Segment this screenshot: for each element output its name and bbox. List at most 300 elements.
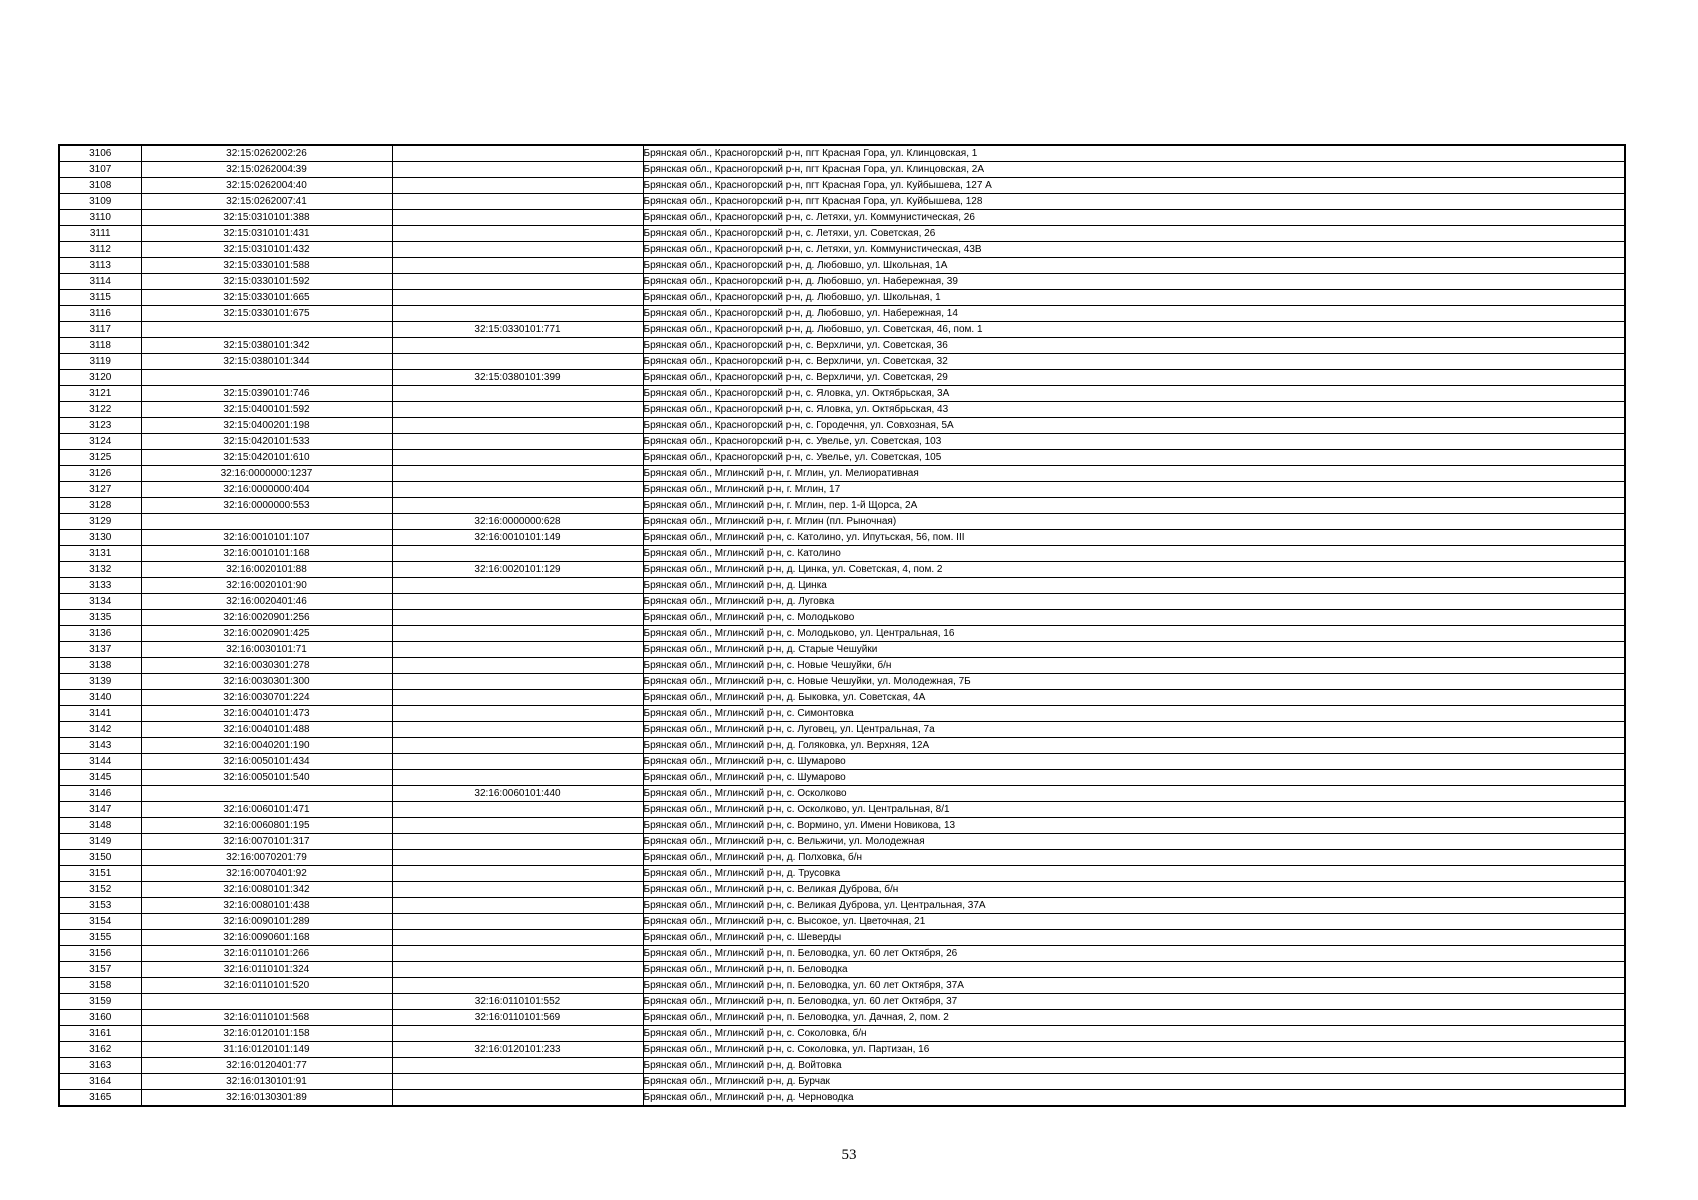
address-cell: Брянская обл., Мглинский р-н, с. Вельжичи, ул. Молодежная <box>643 834 1625 850</box>
address-cell: Брянская обл., Мглинский р-н, д. Старые Чешуйки <box>643 642 1625 658</box>
registry-table-body <box>59 145 1625 1106</box>
cadastral-number-cell: 32:16:0110101:324 <box>141 962 392 978</box>
address-cell: Брянская обл., Красногорский р-н, д. Любовшо, ул. Набережная, 39 <box>643 274 1625 290</box>
registry-sheet <box>58 144 1624 1107</box>
secondary-cadastral-number-cell <box>392 674 643 690</box>
cadastral-number-cell: 32:16:0060101:471 <box>141 802 392 818</box>
table-row <box>59 338 1625 354</box>
row-number-cell: 3148 <box>59 818 141 834</box>
secondary-cadastral-number-cell <box>392 1090 643 1107</box>
secondary-cadastral-number-cell <box>392 145 643 162</box>
table-row <box>59 434 1625 450</box>
table-row <box>59 210 1625 226</box>
cadastral-number-cell <box>141 514 392 530</box>
cadastral-number-cell: 32:15:0262007:41 <box>141 194 392 210</box>
row-number-cell: 3153 <box>59 898 141 914</box>
table-row <box>59 626 1625 642</box>
table-row <box>59 642 1625 658</box>
row-number-cell: 3118 <box>59 338 141 354</box>
row-number-cell: 3130 <box>59 530 141 546</box>
row-number-cell: 3109 <box>59 194 141 210</box>
row-number-cell: 3165 <box>59 1090 141 1107</box>
row-number-cell: 3136 <box>59 626 141 642</box>
cadastral-number-cell: 32:15:0330101:588 <box>141 258 392 274</box>
secondary-cadastral-number-cell <box>392 818 643 834</box>
table-row <box>59 226 1625 242</box>
table-row <box>59 482 1625 498</box>
row-number-cell: 3156 <box>59 946 141 962</box>
cadastral-number-cell: 32:15:0262002:26 <box>141 145 392 162</box>
cadastral-number-cell: 32:16:0070401:92 <box>141 866 392 882</box>
cadastral-number-cell: 32:16:0020901:256 <box>141 610 392 626</box>
secondary-cadastral-number-cell <box>392 642 643 658</box>
cadastral-number-cell <box>141 370 392 386</box>
secondary-cadastral-number-cell <box>392 1026 643 1042</box>
address-cell: Брянская обл., Мглинский р-н, п. Беловодка <box>643 962 1625 978</box>
secondary-cadastral-number-cell <box>392 274 643 290</box>
cadastral-number-cell: 32:16:0030301:300 <box>141 674 392 690</box>
address-cell: Брянская обл., Красногорский р-н, д. Любовшо, ул. Школьная, 1 <box>643 290 1625 306</box>
address-cell: Брянская обл., Мглинский р-н, с. Великая Дуброва, ул. Центральная, 37А <box>643 898 1625 914</box>
secondary-cadastral-number-cell <box>392 690 643 706</box>
table-row <box>59 1058 1625 1074</box>
table-row <box>59 594 1625 610</box>
row-number-cell: 3138 <box>59 658 141 674</box>
table-row <box>59 258 1625 274</box>
secondary-cadastral-number-cell <box>392 418 643 434</box>
secondary-cadastral-number-cell <box>392 162 643 178</box>
cadastral-number-cell: 32:16:0130301:89 <box>141 1090 392 1107</box>
cadastral-number-cell: 32:16:0110101:266 <box>141 946 392 962</box>
table-row <box>59 402 1625 418</box>
table-row <box>59 754 1625 770</box>
row-number-cell: 3157 <box>59 962 141 978</box>
row-number-cell: 3158 <box>59 978 141 994</box>
table-row <box>59 306 1625 322</box>
row-number-cell: 3155 <box>59 930 141 946</box>
row-number-cell: 3160 <box>59 1010 141 1026</box>
secondary-cadastral-number-cell <box>392 338 643 354</box>
row-number-cell: 3140 <box>59 690 141 706</box>
address-cell: Брянская обл., Мглинский р-н, с. Осколково <box>643 786 1625 802</box>
row-number-cell: 3151 <box>59 866 141 882</box>
table-row <box>59 722 1625 738</box>
secondary-cadastral-number-cell <box>392 866 643 882</box>
address-cell: Брянская обл., Красногорский р-н, с. Верхличи, ул. Советская, 32 <box>643 354 1625 370</box>
row-number-cell: 3162 <box>59 1042 141 1058</box>
row-number-cell: 3141 <box>59 706 141 722</box>
table-row <box>59 1090 1625 1107</box>
table-row <box>59 498 1625 514</box>
address-cell: Брянская обл., Мглинский р-н, с. Высокое, ул. Цветочная, 21 <box>643 914 1625 930</box>
cadastral-number-cell: 32:16:0070201:79 <box>141 850 392 866</box>
address-cell: Брянская обл., Красногорский р-н, пгт Красная Гора, ул. Куйбышева, 128 <box>643 194 1625 210</box>
secondary-cadastral-number-cell <box>392 978 643 994</box>
address-cell: Брянская обл., Мглинский р-н, п. Беловодка, ул. Дачная, 2, пом. 2 <box>643 1010 1625 1026</box>
row-number-cell: 3127 <box>59 482 141 498</box>
secondary-cadastral-number-cell: 32:16:0020101:129 <box>392 562 643 578</box>
cadastral-number-cell: 32:15:0380101:344 <box>141 354 392 370</box>
cadastral-number-cell: 32:16:0010101:168 <box>141 546 392 562</box>
address-cell: Брянская обл., Красногорский р-н, д. Любовшо, ул. Набережная, 14 <box>643 306 1625 322</box>
cadastral-number-cell <box>141 322 392 338</box>
address-cell: Брянская обл., Красногорский р-н, с. Верхличи, ул. Советская, 29 <box>643 370 1625 386</box>
table-row <box>59 466 1625 482</box>
cadastral-number-cell: 32:16:0060801:195 <box>141 818 392 834</box>
secondary-cadastral-number-cell: 32:16:0110101:552 <box>392 994 643 1010</box>
row-number-cell: 3154 <box>59 914 141 930</box>
row-number-cell: 3115 <box>59 290 141 306</box>
address-cell: Брянская обл., Мглинский р-н, с. Симонтовка <box>643 706 1625 722</box>
address-cell: Брянская обл., Мглинский р-н, с. Молодьково, ул. Центральная, 16 <box>643 626 1625 642</box>
secondary-cadastral-number-cell <box>392 850 643 866</box>
address-cell: Брянская обл., Красногорский р-н, с. Летяхи, ул. Советская, 26 <box>643 226 1625 242</box>
row-number-cell: 3134 <box>59 594 141 610</box>
cadastral-number-cell: 32:16:0080101:438 <box>141 898 392 914</box>
table-row <box>59 978 1625 994</box>
secondary-cadastral-number-cell <box>392 722 643 738</box>
cadastral-number-cell: 32:16:0020901:425 <box>141 626 392 642</box>
row-number-cell: 3112 <box>59 242 141 258</box>
table-row <box>59 674 1625 690</box>
table-row <box>59 1042 1625 1058</box>
table-row <box>59 962 1625 978</box>
row-number-cell: 3146 <box>59 786 141 802</box>
secondary-cadastral-number-cell <box>392 482 643 498</box>
cadastral-number-cell <box>141 994 392 1010</box>
address-cell: Брянская обл., Мглинский р-н, с. Шеверды <box>643 930 1625 946</box>
secondary-cadastral-number-cell <box>392 434 643 450</box>
table-row <box>59 914 1625 930</box>
table-row <box>59 578 1625 594</box>
address-cell: Брянская обл., Красногорский р-н, пгт Красная Гора, ул. Клинцовская, 1 <box>643 145 1625 162</box>
secondary-cadastral-number-cell <box>392 802 643 818</box>
cadastral-number-cell: 32:15:0400201:198 <box>141 418 392 434</box>
secondary-cadastral-number-cell <box>392 498 643 514</box>
secondary-cadastral-number-cell <box>392 450 643 466</box>
address-cell: Брянская обл., Мглинский р-н, с. Молодьково <box>643 610 1625 626</box>
table-row <box>59 882 1625 898</box>
secondary-cadastral-number-cell: 32:16:0120101:233 <box>392 1042 643 1058</box>
row-number-cell: 3142 <box>59 722 141 738</box>
address-cell: Брянская обл., Мглинский р-н, с. Католино, ул. Ипутьская, 56, пом. III <box>643 530 1625 546</box>
secondary-cadastral-number-cell <box>392 194 643 210</box>
address-cell: Брянская обл., Мглинский р-н, п. Беловодка, ул. 60 лет Октября, 37 <box>643 994 1625 1010</box>
table-row <box>59 706 1625 722</box>
row-number-cell: 3117 <box>59 322 141 338</box>
row-number-cell: 3128 <box>59 498 141 514</box>
address-cell: Брянская обл., Мглинский р-н, с. Соколовка, б/н <box>643 1026 1625 1042</box>
cadastral-number-cell: 32:16:0040101:488 <box>141 722 392 738</box>
cadastral-number-cell: 32:16:0020401:46 <box>141 594 392 610</box>
table-row <box>59 1026 1625 1042</box>
row-number-cell: 3161 <box>59 1026 141 1042</box>
table-row <box>59 145 1625 162</box>
address-cell: Брянская обл., Красногорский р-н, с. Увелье, ул. Советская, 105 <box>643 450 1625 466</box>
table-row <box>59 866 1625 882</box>
secondary-cadastral-number-cell: 32:16:0110101:569 <box>392 1010 643 1026</box>
cadastral-number-cell: 32:16:0030701:224 <box>141 690 392 706</box>
row-number-cell: 3124 <box>59 434 141 450</box>
address-cell: Брянская обл., Красногорский р-н, пгт Красная Гора, ул. Куйбышева, 127 А <box>643 178 1625 194</box>
secondary-cadastral-number-cell <box>392 610 643 626</box>
address-cell: Брянская обл., Мглинский р-н, г. Мглин, ул. Мелиоративная <box>643 466 1625 482</box>
row-number-cell: 3121 <box>59 386 141 402</box>
address-cell: Брянская обл., Мглинский р-н, д. Голяковка, ул. Верхняя, 12А <box>643 738 1625 754</box>
row-number-cell: 3107 <box>59 162 141 178</box>
secondary-cadastral-number-cell <box>392 306 643 322</box>
row-number-cell: 3113 <box>59 258 141 274</box>
secondary-cadastral-number-cell <box>392 946 643 962</box>
address-cell: Брянская обл., Красногорский р-н, с. Городечня, ул. Совхозная, 5А <box>643 418 1625 434</box>
table-row <box>59 354 1625 370</box>
secondary-cadastral-number-cell: 32:15:0380101:399 <box>392 370 643 386</box>
cadastral-number-cell: 32:16:0010101:107 <box>141 530 392 546</box>
address-cell: Брянская обл., Мглинский р-н, д. Трусовка <box>643 866 1625 882</box>
secondary-cadastral-number-cell <box>392 930 643 946</box>
row-number-cell: 3159 <box>59 994 141 1010</box>
table-row <box>59 850 1625 866</box>
cadastral-number-cell: 32:15:0420101:533 <box>141 434 392 450</box>
table-row <box>59 690 1625 706</box>
cadastral-number-cell: 32:16:0120401:77 <box>141 1058 392 1074</box>
address-cell: Брянская обл., Мглинский р-н, с. Шумарово <box>643 770 1625 786</box>
row-number-cell: 3114 <box>59 274 141 290</box>
row-number-cell: 3126 <box>59 466 141 482</box>
secondary-cadastral-number-cell <box>392 626 643 642</box>
cadastral-number-cell: 32:16:0090101:289 <box>141 914 392 930</box>
secondary-cadastral-number-cell <box>392 210 643 226</box>
address-cell: Брянская обл., Мглинский р-н, с. Великая Дуброва, б/н <box>643 882 1625 898</box>
secondary-cadastral-number-cell <box>392 466 643 482</box>
address-cell: Брянская обл., Мглинский р-н, с. Новые Чешуйки, б/н <box>643 658 1625 674</box>
address-cell: Брянская обл., Мглинский р-н, г. Мглин (пл. Рыночная) <box>643 514 1625 530</box>
cadastral-number-cell: 32:16:0050101:540 <box>141 770 392 786</box>
row-number-cell: 3106 <box>59 145 141 162</box>
address-cell: Брянская обл., Мглинский р-н, д. Полховка, б/н <box>643 850 1625 866</box>
cadastral-number-cell <box>141 786 392 802</box>
row-number-cell: 3129 <box>59 514 141 530</box>
secondary-cadastral-number-cell: 32:15:0330101:771 <box>392 322 643 338</box>
row-number-cell: 3108 <box>59 178 141 194</box>
address-cell: Брянская обл., Мглинский р-н, д. Бурчак <box>643 1074 1625 1090</box>
table-row <box>59 530 1625 546</box>
table-row <box>59 994 1625 1010</box>
table-row <box>59 194 1625 210</box>
table-row <box>59 946 1625 962</box>
cadastral-number-cell: 32:16:0020101:88 <box>141 562 392 578</box>
address-cell: Брянская обл., Красногорский р-н, д. Любовшо, ул. Школьная, 1А <box>643 258 1625 274</box>
secondary-cadastral-number-cell: 32:16:0060101:440 <box>392 786 643 802</box>
address-cell: Брянская обл., Мглинский р-н, г. Мглин, пер. 1-й Щорса, 2А <box>643 498 1625 514</box>
cadastral-number-cell: 32:16:0030301:278 <box>141 658 392 674</box>
address-cell: Брянская обл., Мглинский р-н, п. Беловодка, ул. 60 лет Октября, 37А <box>643 978 1625 994</box>
table-row <box>59 546 1625 562</box>
secondary-cadastral-number-cell: 32:16:0000000:628 <box>392 514 643 530</box>
address-cell: Брянская обл., Красногорский р-н, с. Летяхи, ул. Коммунистическая, 26 <box>643 210 1625 226</box>
address-cell: Брянская обл., Красногорский р-н, пгт Красная Гора, ул. Клинцовская, 2А <box>643 162 1625 178</box>
address-cell: Брянская обл., Мглинский р-н, д. Цинка <box>643 578 1625 594</box>
row-number-cell: 3164 <box>59 1074 141 1090</box>
address-cell: Брянская обл., Мглинский р-н, г. Мглин, 17 <box>643 482 1625 498</box>
row-number-cell: 3125 <box>59 450 141 466</box>
cadastral-number-cell: 32:16:0090601:168 <box>141 930 392 946</box>
address-cell: Брянская обл., Мглинский р-н, с. Новые Чешуйки, ул. Молодежная, 7Б <box>643 674 1625 690</box>
cadastral-number-cell: 32:16:0040201:190 <box>141 738 392 754</box>
address-cell: Брянская обл., Мглинский р-н, с. Католино <box>643 546 1625 562</box>
address-cell: Брянская обл., Мглинский р-н, с. Осколково, ул. Центральная, 8/1 <box>643 802 1625 818</box>
secondary-cadastral-number-cell <box>392 914 643 930</box>
secondary-cadastral-number-cell <box>392 770 643 786</box>
table-row <box>59 898 1625 914</box>
cadastral-number-cell: 32:16:0110101:520 <box>141 978 392 994</box>
cadastral-number-cell: 32:16:0040101:473 <box>141 706 392 722</box>
row-number-cell: 3137 <box>59 642 141 658</box>
address-cell: Брянская обл., Красногорский р-н, с. Верхличи, ул. Советская, 36 <box>643 338 1625 354</box>
address-cell: Брянская обл., Мглинский р-н, с. Луговец, ул. Центральная, 7а <box>643 722 1625 738</box>
secondary-cadastral-number-cell <box>392 594 643 610</box>
table-row <box>59 738 1625 754</box>
cadastral-number-cell: 31:16:0120101:149 <box>141 1042 392 1058</box>
cadastral-number-cell: 32:15:0262004:40 <box>141 178 392 194</box>
address-cell: Брянская обл., Мглинский р-н, с. Вормино, ул. Имени Новикова, 13 <box>643 818 1625 834</box>
table-row <box>59 418 1625 434</box>
address-cell: Брянская обл., Мглинский р-н, д. Цинка, ул. Советская, 4, пом. 2 <box>643 562 1625 578</box>
registry-table <box>58 144 1626 1107</box>
secondary-cadastral-number-cell <box>392 882 643 898</box>
table-row <box>59 610 1625 626</box>
cadastral-number-cell: 32:15:0330101:665 <box>141 290 392 306</box>
secondary-cadastral-number-cell <box>392 226 643 242</box>
row-number-cell: 3111 <box>59 226 141 242</box>
cadastral-number-cell: 32:16:0000000:404 <box>141 482 392 498</box>
secondary-cadastral-number-cell <box>392 354 643 370</box>
row-number-cell: 3152 <box>59 882 141 898</box>
table-row <box>59 1074 1625 1090</box>
row-number-cell: 3110 <box>59 210 141 226</box>
cadastral-number-cell: 32:15:0380101:342 <box>141 338 392 354</box>
secondary-cadastral-number-cell <box>392 834 643 850</box>
secondary-cadastral-number-cell <box>392 658 643 674</box>
secondary-cadastral-number-cell <box>392 258 643 274</box>
row-number-cell: 3149 <box>59 834 141 850</box>
secondary-cadastral-number-cell <box>392 546 643 562</box>
cadastral-number-cell: 32:15:0310101:432 <box>141 242 392 258</box>
table-row <box>59 786 1625 802</box>
address-cell: Брянская обл., Мглинский р-н, с. Соколовка, ул. Партизан, 16 <box>643 1042 1625 1058</box>
row-number-cell: 3139 <box>59 674 141 690</box>
table-row <box>59 450 1625 466</box>
secondary-cadastral-number-cell: 32:16:0010101:149 <box>392 530 643 546</box>
cadastral-number-cell: 32:16:0020101:90 <box>141 578 392 594</box>
address-cell: Брянская обл., Красногорский р-н, с. Летяхи, ул. Коммунистическая, 43В <box>643 242 1625 258</box>
address-cell: Брянская обл., Красногорский р-н, с. Увелье, ул. Советская, 103 <box>643 434 1625 450</box>
cadastral-number-cell: 32:16:0050101:434 <box>141 754 392 770</box>
cadastral-number-cell: 32:16:0120101:158 <box>141 1026 392 1042</box>
secondary-cadastral-number-cell <box>392 386 643 402</box>
row-number-cell: 3145 <box>59 770 141 786</box>
row-number-cell: 3144 <box>59 754 141 770</box>
address-cell: Брянская обл., Мглинский р-н, д. Быковка, ул. Советская, 4А <box>643 690 1625 706</box>
row-number-cell: 3163 <box>59 1058 141 1074</box>
table-row <box>59 770 1625 786</box>
secondary-cadastral-number-cell <box>392 754 643 770</box>
address-cell: Брянская обл., Мглинский р-н, д. Войтовка <box>643 1058 1625 1074</box>
cadastral-number-cell: 32:15:0400101:592 <box>141 402 392 418</box>
cadastral-number-cell: 32:15:0330101:675 <box>141 306 392 322</box>
table-row <box>59 1010 1625 1026</box>
address-cell: Брянская обл., Мглинский р-н, д. Черноводка <box>643 1090 1625 1107</box>
table-row <box>59 818 1625 834</box>
table-row <box>59 386 1625 402</box>
row-number-cell: 3116 <box>59 306 141 322</box>
address-cell: Брянская обл., Красногорский р-н, с. Яловка, ул. Октябрьская, 3А <box>643 386 1625 402</box>
secondary-cadastral-number-cell <box>392 1074 643 1090</box>
cadastral-number-cell: 32:16:0130101:91 <box>141 1074 392 1090</box>
secondary-cadastral-number-cell <box>392 402 643 418</box>
table-row <box>59 322 1625 338</box>
secondary-cadastral-number-cell <box>392 578 643 594</box>
table-row <box>59 178 1625 194</box>
address-cell: Брянская обл., Мглинский р-н, с. Шумарово <box>643 754 1625 770</box>
page-number: 53 <box>841 1147 857 1163</box>
address-cell: Брянская обл., Красногорский р-н, с. Яловка, ул. Октябрьская, 43 <box>643 402 1625 418</box>
row-number-cell: 3135 <box>59 610 141 626</box>
secondary-cadastral-number-cell <box>392 738 643 754</box>
cadastral-number-cell: 32:15:0310101:431 <box>141 226 392 242</box>
row-number-cell: 3133 <box>59 578 141 594</box>
secondary-cadastral-number-cell <box>392 706 643 722</box>
secondary-cadastral-number-cell <box>392 898 643 914</box>
address-cell: Брянская обл., Мглинский р-н, д. Луговка <box>643 594 1625 610</box>
table-row <box>59 162 1625 178</box>
table-row <box>59 274 1625 290</box>
secondary-cadastral-number-cell <box>392 290 643 306</box>
row-number-cell: 3131 <box>59 546 141 562</box>
cadastral-number-cell: 32:16:0110101:568 <box>141 1010 392 1026</box>
row-number-cell: 3132 <box>59 562 141 578</box>
table-row <box>59 290 1625 306</box>
table-row <box>59 514 1625 530</box>
address-cell: Брянская обл., Красногорский р-н, д. Любовшо, ул. Советская, 46, пом. 1 <box>643 322 1625 338</box>
cadastral-number-cell: 32:16:0070101:317 <box>141 834 392 850</box>
cadastral-number-cell: 32:15:0330101:592 <box>141 274 392 290</box>
table-row <box>59 930 1625 946</box>
row-number-cell: 3147 <box>59 802 141 818</box>
cadastral-number-cell: 32:15:0262004:39 <box>141 162 392 178</box>
cadastral-number-cell: 32:16:0000000:1237 <box>141 466 392 482</box>
table-row <box>59 370 1625 386</box>
table-row <box>59 562 1625 578</box>
table-row <box>59 834 1625 850</box>
address-cell: Брянская обл., Мглинский р-н, п. Беловодка, ул. 60 лет Октября, 26 <box>643 946 1625 962</box>
cadastral-number-cell: 32:15:0310101:388 <box>141 210 392 226</box>
table-row <box>59 658 1625 674</box>
secondary-cadastral-number-cell <box>392 962 643 978</box>
table-row <box>59 802 1625 818</box>
secondary-cadastral-number-cell <box>392 178 643 194</box>
cadastral-number-cell: 32:16:0000000:553 <box>141 498 392 514</box>
cadastral-number-cell: 32:16:0030101:71 <box>141 642 392 658</box>
table-row <box>59 242 1625 258</box>
row-number-cell: 3150 <box>59 850 141 866</box>
row-number-cell: 3122 <box>59 402 141 418</box>
row-number-cell: 3123 <box>59 418 141 434</box>
row-number-cell: 3120 <box>59 370 141 386</box>
secondary-cadastral-number-cell <box>392 242 643 258</box>
cadastral-number-cell: 32:16:0080101:342 <box>141 882 392 898</box>
cadastral-number-cell: 32:15:0390101:746 <box>141 386 392 402</box>
